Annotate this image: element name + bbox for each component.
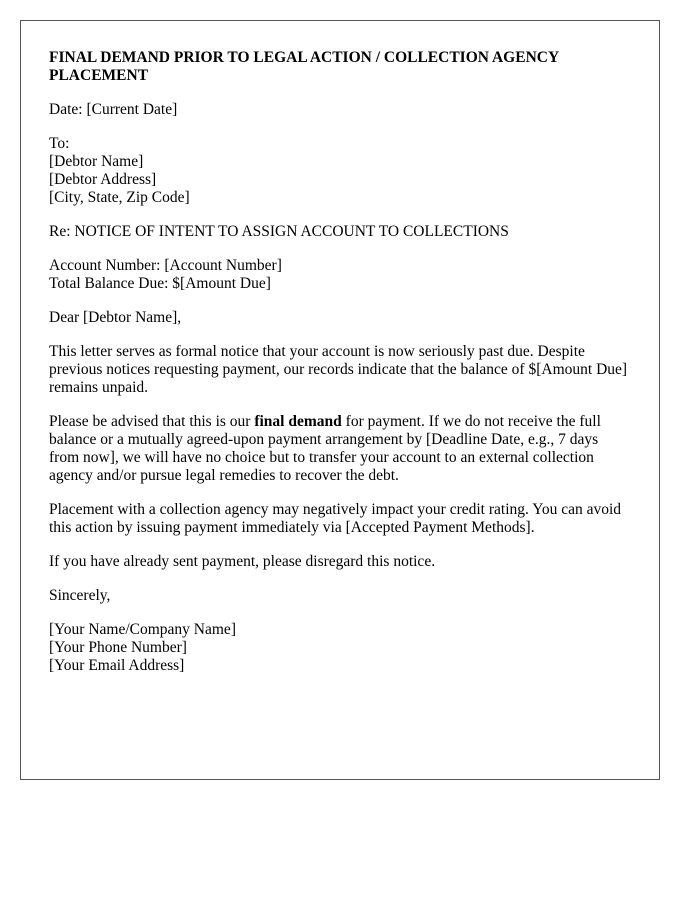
paragraph-credit-impact: Placement with a collection agency may negatively impact your credit rating. You can avoid this action by issuing payment immediately via [Accepted Payment Methods]. [49, 501, 622, 536]
subject-line: Re: NOTICE OF INTENT TO ASSIGN ACCOUNT TO COLLECTIONS [49, 223, 509, 240]
final-demand-text-before: Please be advised that this is our [49, 413, 255, 430]
sender-phone: [Your Phone Number] [49, 639, 187, 656]
letter-page [20, 20, 660, 780]
letter-title: FINAL DEMAND PRIOR TO LEGAL ACTION / COLLECTION AGENCY PLACEMENT [49, 49, 559, 84]
debtor-name: [Debtor Name] [49, 153, 144, 170]
sender-name: [Your Name/Company Name] [49, 621, 236, 638]
debtor-city-state-zip: [City, State, Zip Code] [49, 189, 190, 206]
final-demand-emphasis: final demand [254, 413, 342, 430]
recipient-block [49, 135, 631, 207]
paragraph-notice: This letter serves as formal notice that your account is now seriously past due. Despite previous notices requesting payment, our records indicate that the balance of $[Amount Due] remains unpaid. [49, 343, 628, 396]
final-demand-text-after: for payment. If we do not receive the full balance or a mutually agreed-upon payment arrangement by [Deadline Date, e.g., 7 days from now], we will have no choice but to transfer your account to an external collection agency and/or pursue legal remedies to recover the debt. [49, 413, 601, 484]
debtor-address: [Debtor Address] [49, 171, 157, 188]
account-number: Account Number: [Account Number] [49, 257, 282, 274]
closing: Sincerely, [49, 587, 111, 604]
total-balance: Total Balance Due: $[Amount Due] [49, 275, 271, 292]
salutation: Dear [Debtor Name], [49, 309, 182, 326]
sender-email: [Your Email Address] [49, 657, 185, 674]
letter-date: Date: [Current Date] [49, 101, 178, 118]
account-block [49, 257, 631, 293]
paragraph-final-demand [49, 413, 631, 485]
to-label: To: [49, 135, 70, 152]
signature-block [49, 621, 631, 675]
paragraph-disregard: If you have already sent payment, please disregard this notice. [49, 553, 436, 570]
